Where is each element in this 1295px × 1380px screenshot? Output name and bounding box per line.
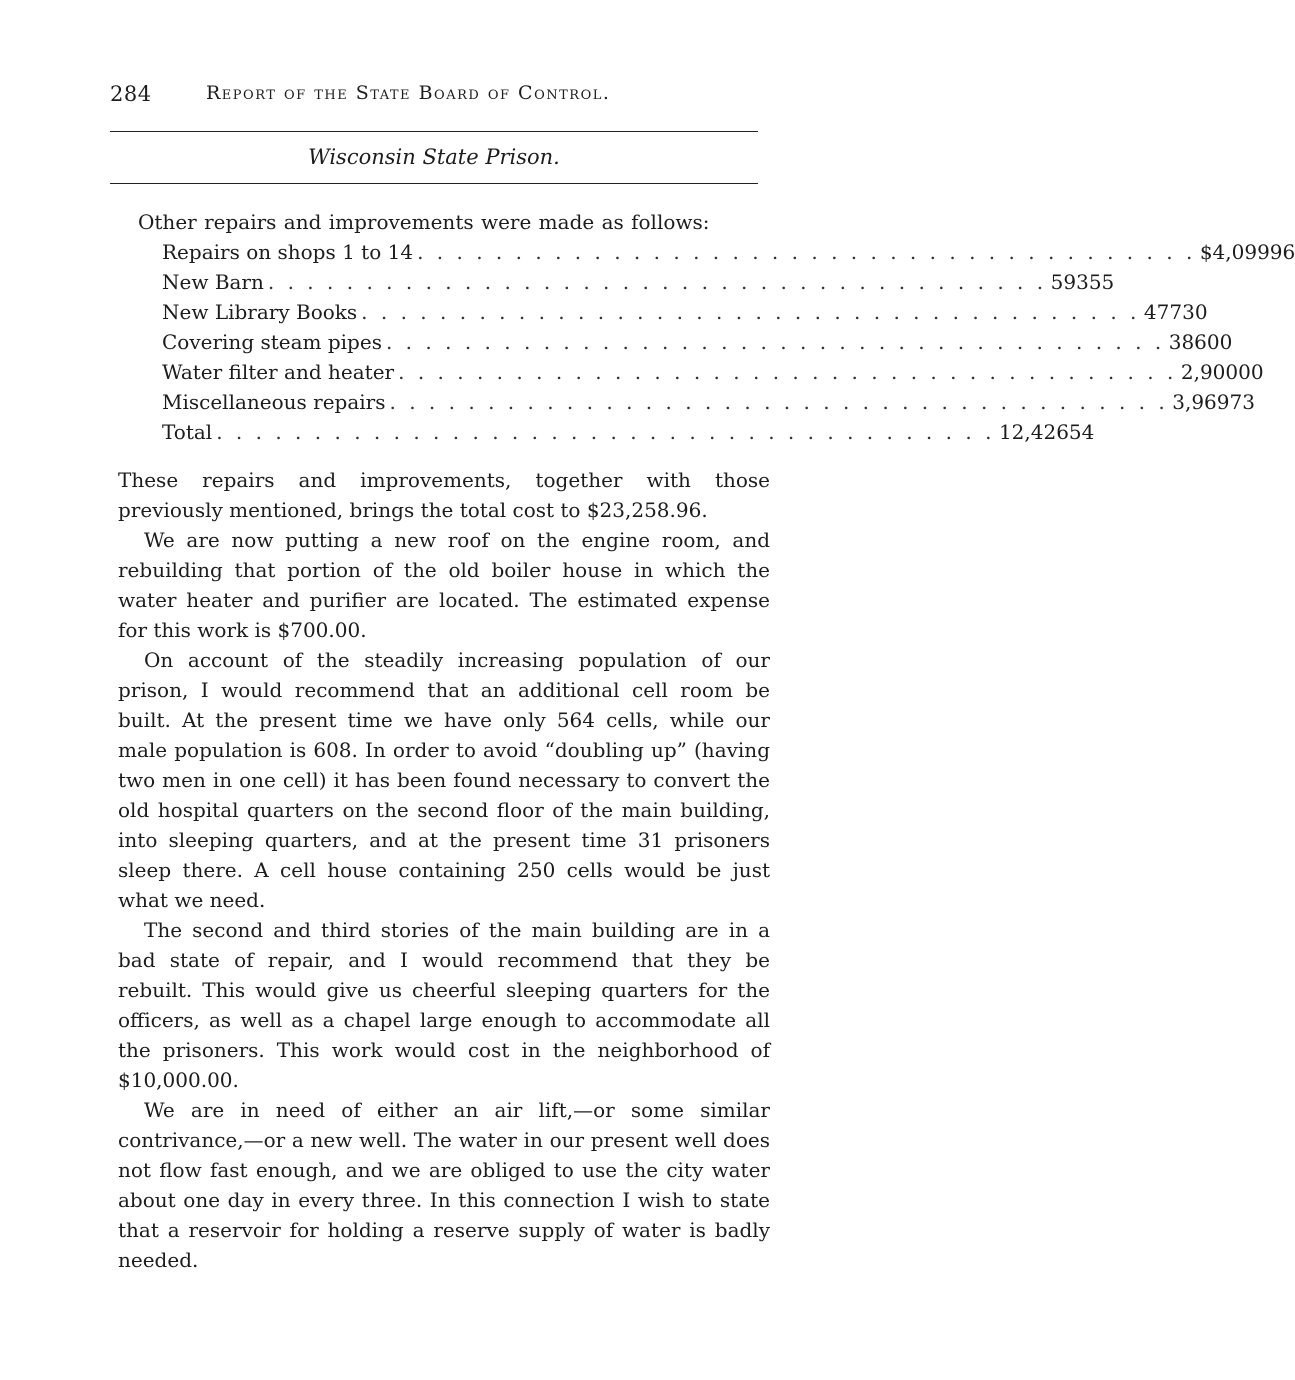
running-title: Report of the State Board of Control.: [206, 82, 611, 104]
ledger-row: [162, 237, 1295, 267]
ledger-total-dollars: 12,426: [998, 420, 1069, 444]
ledger-item-cents: 30: [1182, 300, 1208, 324]
leader-dots: . . . . . . . . . . . . . . . . . . . . . . . . . . . . . . . . . . . . . . . .: [385, 330, 1165, 354]
ledger-item-label: Miscellaneous repairs: [162, 390, 386, 414]
leader-dots: . . . . . . . . . . . . . . . . . . . . . . . . . . . . . . . . . . . . . . . .: [398, 360, 1177, 384]
ledger-item-dollars: $4,099: [1199, 240, 1270, 264]
paragraph: We are now putting a new roof on the engine room, and rebuilding that portion of the old boiler house in which the water heater and purifier are located. The estimated expense for this work is $700.00.: [118, 528, 770, 642]
section-title: Wisconsin State Prison.: [308, 145, 560, 169]
paragraph: The second and third stories of the main building are in a bad state of repair, and I would recommend that they be rebuilt. This would give us cheerful sleeping quarters for the officers, as well as a chapel large enough to accommodate all the prisoners. This work would cost in the neighborhood of $10,000.00.: [118, 918, 770, 1092]
ledger-item-dollars: 3,969: [1172, 390, 1230, 414]
report-body: [118, 465, 770, 1275]
ledger-row: [162, 387, 1255, 417]
ledger-item-dollars: 2,900: [1180, 360, 1239, 384]
header-rule-top: [110, 131, 758, 132]
leader-dots: . . . . . . . . . . . . . . . . . . . . . . . . . . . . . . . . . . . . . . . .: [417, 240, 1196, 264]
ledger-item-dollars: 386: [1168, 330, 1207, 354]
ledger-row: [162, 267, 1115, 297]
ledger-item-cents: 00: [1206, 330, 1233, 354]
ledger-item-label: New Barn: [162, 270, 264, 294]
ledger-item-label: Repairs on shops 1 to 14: [162, 240, 414, 264]
ledger-item-cents: 55: [1088, 270, 1115, 294]
ledger-item-cents: 00: [1238, 360, 1264, 384]
ledger-item-cents: 73: [1229, 390, 1255, 414]
expense-ledger: [162, 237, 1295, 447]
leader-dots: . . . . . . . . . . . . . . . . . . . . . . . . . . . . . . . . . . . . . . . .: [216, 420, 995, 444]
ledger-total-row: [162, 417, 1095, 447]
header-rule-bottom: [110, 183, 758, 184]
ledger-row: [162, 357, 1264, 387]
ledger-item-label: Water filter and heater: [162, 360, 395, 384]
ledger-row: [162, 327, 1233, 357]
ledger-total-label: Total: [162, 420, 213, 444]
ledger-item-dollars: 593: [1050, 270, 1089, 294]
page-number: 284: [110, 82, 152, 106]
leader-dots: . . . . . . . . . . . . . . . . . . . . . . . . . . . . . . . . . . . . . . . .: [361, 300, 1140, 324]
ledger-item-dollars: 477: [1143, 300, 1183, 324]
ledger-item-label: Covering steam pipes: [162, 330, 382, 354]
paragraph: We are in need of either an air lift,—or some similar contrivance,—or a new well. The water in our present well does not flow fast enough, and we are obliged to use the city water about one day in every three. In this connection I wish to state that a reservoir for holding a reserve supply of water is badly needed.: [118, 1098, 770, 1272]
ledger-item-cents: 96: [1269, 240, 1295, 264]
paragraph: On account of the steadily increasing population of our prison, I would recommend that an additional cell room be built. At the present time we have only 564 cells, while our male population is 608. In order to avoid “doubling up” (having two men in one cell) it has been found necessary to convert the old hospital quarters on the second floor of the main building, into sleeping quarters, and at the present time 31 prisoners sleep there. A cell house containing 250 cells would be just what we need.: [118, 648, 770, 912]
paragraph: These repairs and improvements, together with those previously mentioned, brings the total cost to $23,258.96.: [118, 468, 770, 522]
ledger-item-label: New Library Books: [162, 300, 358, 324]
leader-dots: . . . . . . . . . . . . . . . . . . . . . . . . . . . . . . . . . . . . . . . .: [389, 390, 1169, 414]
leader-dots: . . . . . . . . . . . . . . . . . . . . . . . . . . . . . . . . . . . . . . . .: [267, 270, 1047, 294]
ledger-row: [162, 297, 1208, 327]
ledger-intro: Other repairs and improvements were made as follows:: [138, 210, 710, 234]
ledger-total-cents: 54: [1068, 420, 1095, 444]
